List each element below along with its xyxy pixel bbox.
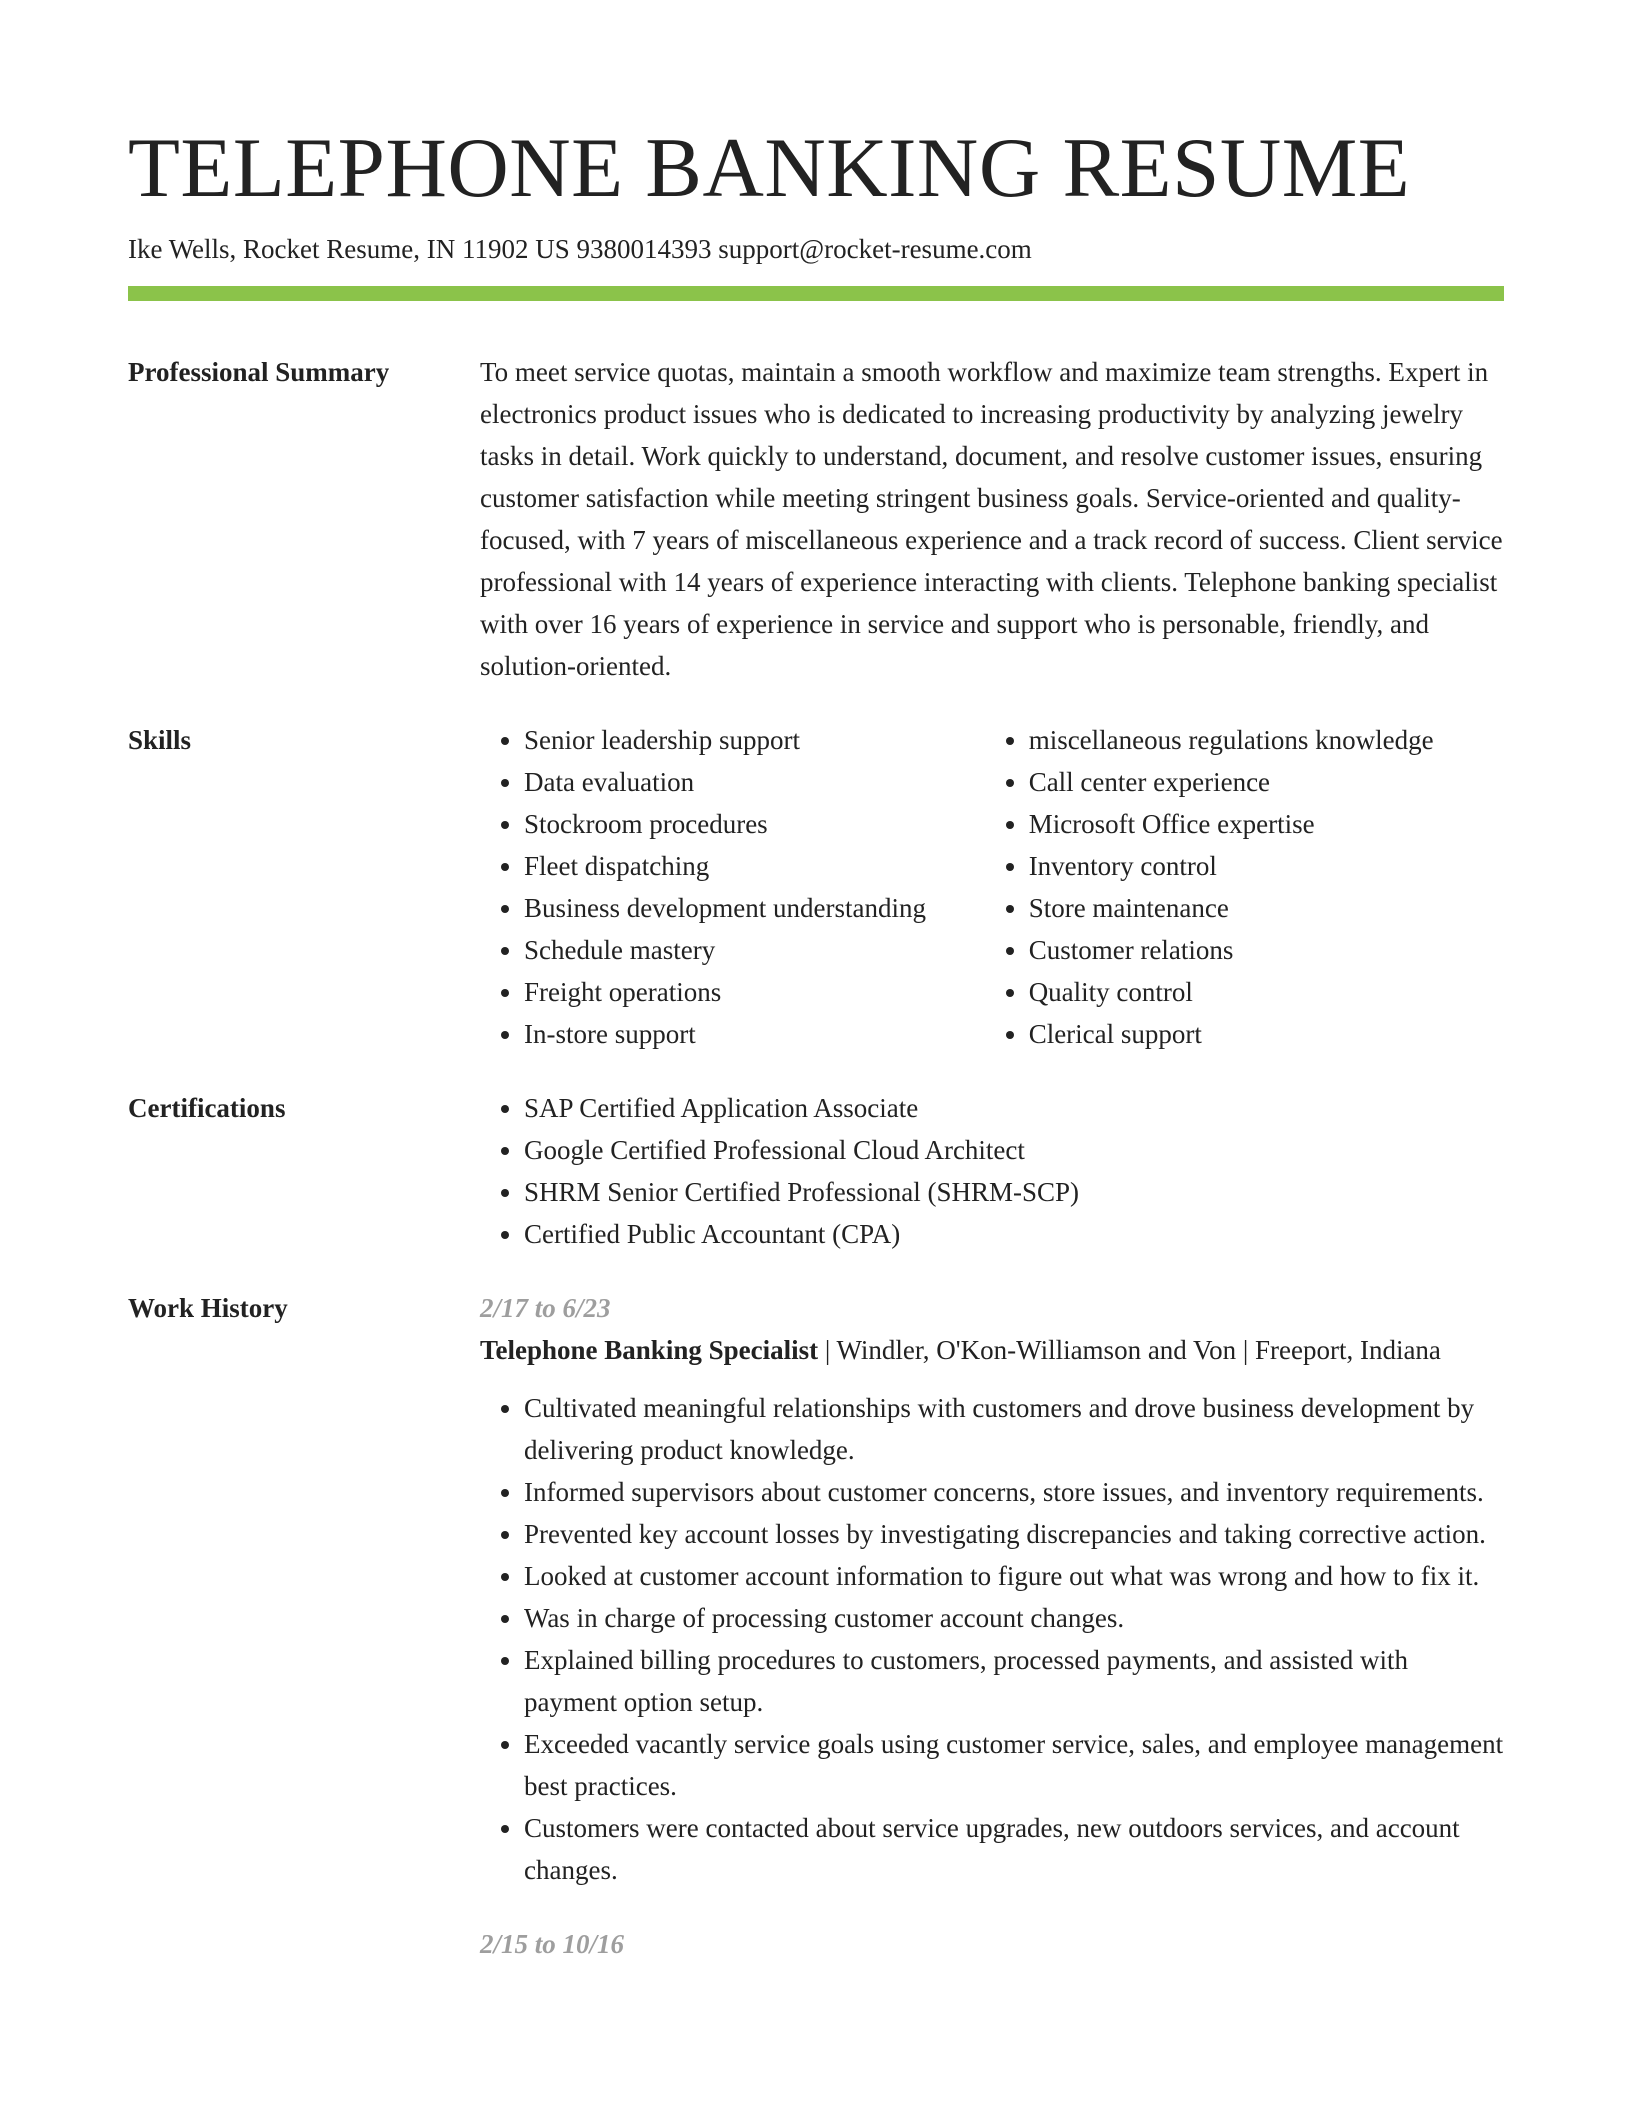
skill-item: • Customer relations xyxy=(1029,929,1504,971)
job-bullet: • Looked at customer account information to figure out what was wrong and how to fix it. xyxy=(524,1555,1504,1597)
skills-list-col1 xyxy=(480,719,985,1055)
skill-item: • Microsoft Office expertise xyxy=(1029,803,1504,845)
skill-item: • Stockroom procedures xyxy=(524,803,985,845)
certification-item: • SAP Certified Application Associate xyxy=(524,1087,1504,1129)
section-label-summary: Professional Summary xyxy=(128,357,390,387)
job-responsibilities-list xyxy=(480,1387,1504,1891)
skill-item: • In-store support xyxy=(524,1013,985,1055)
job-dates: 2/15 to 10/16 xyxy=(480,1929,625,1959)
skill-item: • Clerical support xyxy=(1029,1013,1504,1055)
skill-item: • Quality control xyxy=(1029,971,1504,1013)
skills-content xyxy=(480,719,1504,1055)
job-bullet: • Customers were contacted about service upgrades, new outdoors services, and account changes. xyxy=(524,1807,1504,1891)
job-dates: 2/17 to 6/23 xyxy=(480,1293,611,1323)
certification-item: • Google Certified Professional Cloud Architect xyxy=(524,1129,1504,1171)
certifications-content xyxy=(480,1087,1504,1255)
skill-item: • Schedule mastery xyxy=(524,929,985,971)
skill-item: • Store maintenance xyxy=(1029,887,1504,929)
skill-item: • Fleet dispatching xyxy=(524,845,985,887)
work-history-content xyxy=(480,1287,1504,1965)
summary-text: To meet service quotas, maintain a smooth workflow and maximize team strengths. Expert in electronics product issues who is dedicated to increasing productivity by analyzing jewelry tasks in detail. Work quickly to understand, document, and resolve customer issues, ensuring customer satisfaction while meeting stringent business goals. Service-oriented and quality-focused, with 7 years of miscellaneous experience and a track record of success. Client service professional with 14 years of experience interacting with clients. Telephone banking specialist with over 16 years of experience in service and support who is personable, friendly, and solution-oriented. xyxy=(480,357,1503,681)
job-header xyxy=(480,1329,1504,1371)
section-label-skills: Skills xyxy=(128,725,192,755)
skill-item: • Freight operations xyxy=(524,971,985,1013)
skills-list-col2 xyxy=(985,719,1504,1055)
skill-item: • miscellaneous regulations knowledge xyxy=(1029,719,1504,761)
certifications-list xyxy=(480,1087,1504,1255)
accent-divider xyxy=(128,286,1504,301)
skill-item: • Call center experience xyxy=(1029,761,1504,803)
job-bullet: • Prevented key account losses by investigating discrepancies and taking corrective action. xyxy=(524,1513,1504,1555)
job-bullet: • Informed supervisors about customer concerns, store issues, and inventory requirements. xyxy=(524,1471,1504,1513)
job-details: | Windler, O'Kon-Williamson and Von | Freeport, Indiana xyxy=(818,1335,1441,1365)
certification-item: • Certified Public Accountant (CPA) xyxy=(524,1213,1504,1255)
skill-item: • Inventory control xyxy=(1029,845,1504,887)
certification-item: • SHRM Senior Certified Professional (SHRM-SCP) xyxy=(524,1171,1504,1213)
skill-item: • Data evaluation xyxy=(524,761,985,803)
job-bullet: • Explained billing procedures to customers, processed payments, and assisted with payment option setup. xyxy=(524,1639,1504,1723)
contact-line: Ike Wells, Rocket Resume, IN 11902 US 9380014393 support@rocket-resume.com xyxy=(128,234,1032,264)
job-bullet: • Exceeded vacantly service goals using customer service, sales, and employee management best practices. xyxy=(524,1723,1504,1807)
resume-title: TELEPHONE BANKING RESUME xyxy=(128,121,1411,215)
job-bullet: • Cultivated meaningful relationships with customers and drove business development by delivering product knowledge. xyxy=(524,1387,1504,1471)
summary-content xyxy=(480,351,1504,687)
skill-item: • Business development understanding xyxy=(524,887,985,929)
section-label-certifications: Certifications xyxy=(128,1093,286,1123)
job-title: Telephone Banking Specialist xyxy=(480,1335,819,1365)
section-label-work-history: Work History xyxy=(128,1293,288,1323)
job-bullet: • Was in charge of processing customer account changes. xyxy=(524,1597,1504,1639)
skill-item: • Senior leadership support xyxy=(524,719,985,761)
